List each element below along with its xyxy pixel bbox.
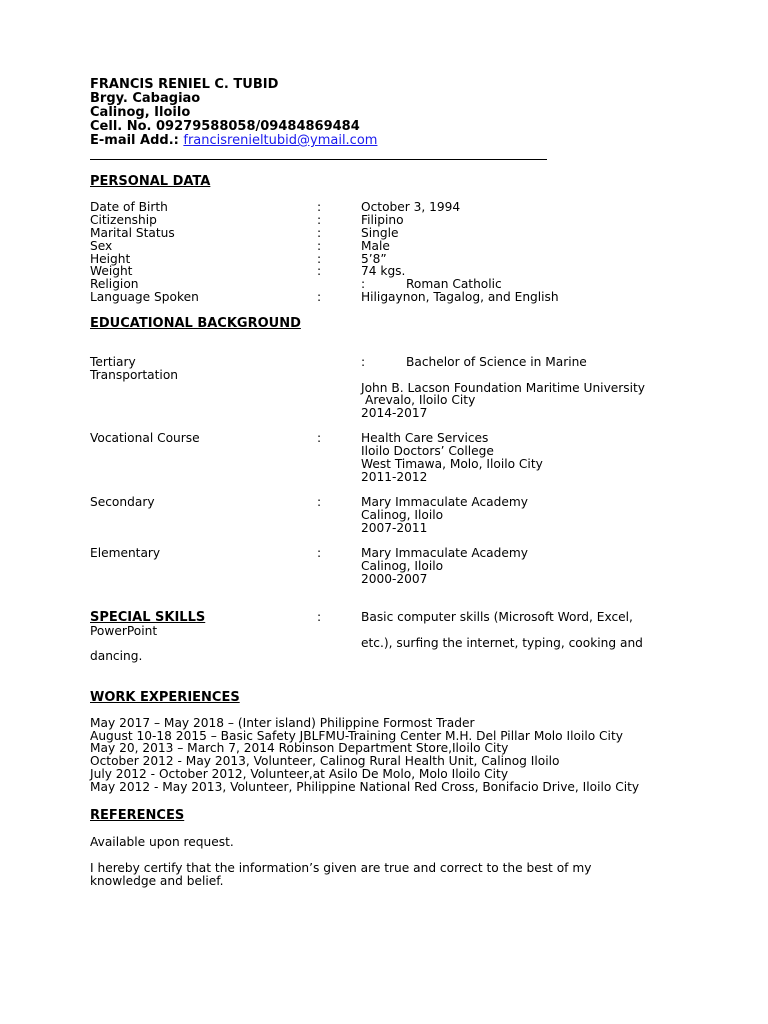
tertiary-location: Arevalo, Iloilo City <box>365 393 476 407</box>
vocational-course: Health Care Services <box>361 431 489 445</box>
secondary-school: Mary Immaculate Academy <box>361 495 528 509</box>
sex-label: Sex <box>90 239 113 253</box>
references-heading: REFERENCES <box>90 808 185 823</box>
work-item: October 2012 - May 2013, Volunteer, Calinog Rural Health Unit, Calinog Iloilo <box>90 754 560 768</box>
sex-value: Male <box>361 239 390 253</box>
elementary-location: Calinog, Iloilo <box>361 559 444 573</box>
cell-number: Cell. No. 09279588058/09484869484 <box>90 119 360 134</box>
language-value: Hiligaynon, Tagalog, and English <box>361 290 559 304</box>
elementary-label: Elementary <box>90 546 161 560</box>
skills-line-3: etc.), surfing the internet, typing, cooking and <box>361 636 643 650</box>
skills-line-2: PowerPoint <box>90 624 158 638</box>
certification-line-1: I hereby certify that the information’s given are true and correct to the best of my <box>90 861 592 875</box>
address-line-2: Calinog, Iloilo <box>90 105 191 120</box>
colon: : <box>317 431 322 445</box>
certification-line-2: knowledge and belief. <box>90 874 224 888</box>
vocational-school: Iloilo Doctors’ College <box>361 444 494 458</box>
tertiary-label: Tertiary <box>90 355 136 369</box>
colon: : <box>317 264 322 278</box>
secondary-location: Calinog, Iloilo <box>361 508 444 522</box>
skills-line-1: Basic computer skills (Microsoft Word, Excel, <box>361 610 633 624</box>
work-item: May 2012 - May 2013, Volunteer, Philippine National Red Cross, Bonifacio Drive, Iloilo City <box>90 780 640 794</box>
work-item: July 2012 - October 2012, Volunteer,at Asilo De Molo, Molo Iloilo City <box>90 767 509 781</box>
citizenship-value: Filipino <box>361 213 404 227</box>
header-divider <box>90 159 547 160</box>
education-heading: EDUCATIONAL BACKGROUND <box>90 316 301 331</box>
elementary-years: 2000-2007 <box>361 572 428 586</box>
work-item: May 2017 – May 2018 – (Inter island) Philippine Formost Trader <box>90 716 475 730</box>
address-line-1: Brgy. Cabagiao <box>90 91 201 106</box>
tertiary-course: Bachelor of Science in Marine <box>406 355 587 369</box>
colon: : <box>361 355 366 369</box>
work-item: May 20, 2013 – March 7, 2014 Robinson Department Store,Iloilo City <box>90 741 509 755</box>
applicant-name: FRANCIS RENIEL C. TUBID <box>90 77 279 92</box>
work-item: August 10-18 2015 – Basic Safety JBLFMU-Training Center M.H. Del Pillar Molo Iloilo City <box>90 729 623 743</box>
citizenship-label: Citizenship <box>90 213 157 227</box>
personal-data-heading: PERSONAL DATA <box>90 174 211 189</box>
special-skills-heading: SPECIAL SKILLS <box>90 610 206 625</box>
secondary-label: Secondary <box>90 495 155 509</box>
vocational-label: Vocational Course <box>90 431 200 445</box>
colon: : <box>317 252 322 266</box>
email-line <box>90 134 377 148</box>
email-link[interactable]: francisrenieltubid@ymail.com <box>183 133 378 148</box>
tertiary-school: John B. Lacson Foundation Maritime University <box>361 381 646 395</box>
work-experiences-heading: WORK EXPERIENCES <box>90 690 240 705</box>
references-text: Available upon request. <box>90 835 234 849</box>
tertiary-course-continued: Transportation <box>90 368 179 382</box>
secondary-years: 2007-2011 <box>361 521 428 535</box>
colon: : <box>317 239 322 253</box>
skills-line-4: dancing. <box>90 649 143 663</box>
weight-label: Weight <box>90 264 133 278</box>
religion-value: Roman Catholic <box>406 277 502 291</box>
elementary-school: Mary Immaculate Academy <box>361 546 528 560</box>
colon: : <box>317 200 322 214</box>
colon: : <box>317 610 322 624</box>
marital-status-label: Marital Status <box>90 226 175 240</box>
tertiary-years: 2014-2017 <box>361 406 428 420</box>
dob-label: Date of Birth <box>90 200 168 214</box>
colon: : <box>317 213 322 227</box>
language-label: Language Spoken <box>90 290 199 304</box>
height-value: 5’8” <box>361 252 387 266</box>
religion-label: Religion <box>90 277 139 291</box>
colon: : <box>361 277 366 291</box>
colon: : <box>317 546 322 560</box>
marital-status-value: Single <box>361 226 399 240</box>
dob-value: October 3, 1994 <box>361 200 461 214</box>
colon: : <box>317 290 322 304</box>
vocational-location: West Timawa, Molo, Iloilo City <box>361 457 543 471</box>
email-label: E-mail Add.: <box>90 133 179 148</box>
vocational-years: 2011-2012 <box>361 470 428 484</box>
height-label: Height <box>90 252 131 266</box>
weight-value: 74 kgs. <box>361 264 406 278</box>
colon: : <box>317 226 322 240</box>
colon: : <box>317 495 322 509</box>
